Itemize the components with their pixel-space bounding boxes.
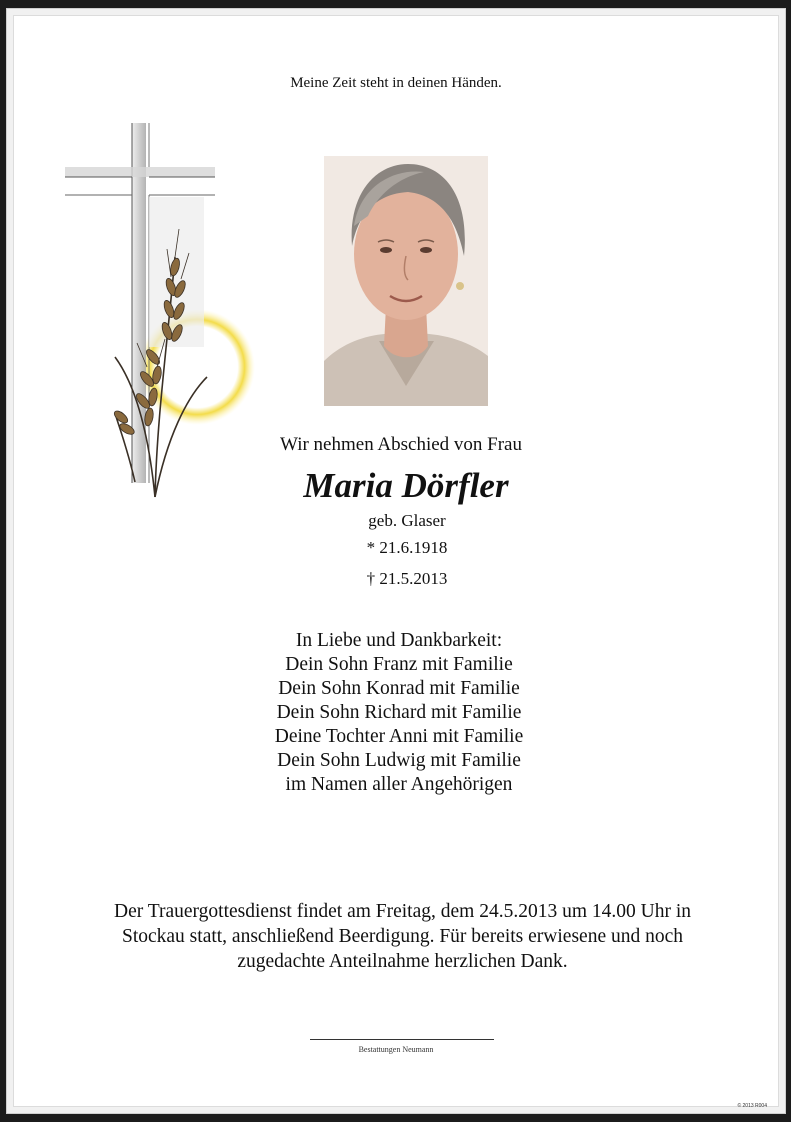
portrait-photo [324,156,488,406]
service-announcement [47,899,758,974]
mourner-line: im Namen aller Angehörigen [285,774,513,795]
mourner-line: Dein Sohn Konrad mit Familie [278,678,520,699]
birth-date: * 21.6.1918 [366,538,448,557]
mourner-line: Dein Sohn Franz mit Familie [285,654,513,675]
copyright-mark: © 2013 R004 [737,1103,767,1109]
signature-line [310,1039,494,1040]
cross-beam-shade [65,167,215,177]
service-line: Stockau statt, anschließend Beerdigung. Für bereits erwiesene und noch [121,926,683,947]
mourner-line: Dein Sohn Richard mit Familie [276,702,522,723]
mourner-line: Dein Sohn Ludwig mit Familie [277,750,521,771]
motto: Meine Zeit steht in deinen Händen. [290,75,502,91]
service-line: zugedachte Anteilnahme herzlichen Dank. [237,951,568,972]
mourners-list [7,629,785,797]
death-date: † 21.5.2013 [366,569,448,588]
mourner-line: Deine Tochter Anni mit Familie [274,726,524,747]
mourners-heading: In Liebe und Dankbarkeit: [295,630,503,651]
portrait-image [324,156,488,406]
service-line: Der Trauergottesdienst findet am Freitag, dem 24.5.2013 um 14.00 Uhr in [114,901,691,922]
funeral-home-name: Bestattungen Neumann [358,1045,434,1054]
birth-name: geb. Glaser [368,511,446,530]
farewell-intro: Wir nehmen Abschied von Frau [280,434,522,455]
obituary-card [6,8,786,1114]
deceased-name: Maria Dörfler [303,466,509,505]
